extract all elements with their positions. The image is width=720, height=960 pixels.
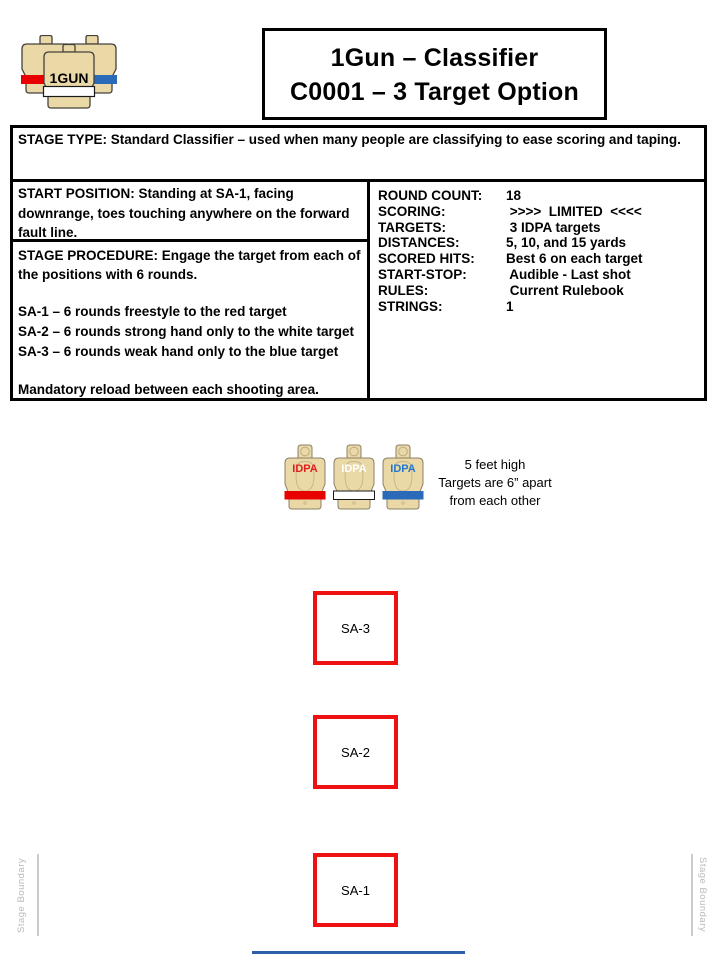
spec-value: Audible - Last shot [506,266,631,282]
stage-specs-cell [370,182,704,398]
spec-row [378,283,696,299]
note-line: 5 feet high [464,457,526,472]
idpa-white-target-icon [332,444,376,511]
idpa-blue-target-icon [381,444,425,511]
spec-label: START-STOP: [378,266,467,282]
spec-row [378,188,696,204]
targets-diagram [283,444,425,511]
bottom-blue-line [252,951,465,954]
spec-label: STRINGS: [378,298,443,314]
1gun-logo-icon [20,35,118,111]
shooting-area-box-sa3 [313,591,398,665]
spec-label: TARGETS: [378,219,446,235]
procedure-line: SA-3 – 6 rounds weak hand only to the blue target [18,344,339,359]
spec-row [378,299,696,315]
shooting-area-box-sa1 [313,853,398,927]
logo-white-band [44,87,95,97]
procedure-intro: STAGE PROCEDURE: Engage the target from each of the positions with 6 rounds. [18,248,361,282]
spec-row [378,220,696,236]
spec-value: Current Rulebook [506,282,624,298]
spec-row [378,204,696,220]
procedure-line: SA-2 – 6 rounds strong hand only to the white target [18,324,355,339]
spec-value: >>>> LIMITED <<<< [506,203,642,219]
title-line-1: 1Gun – Classifier [330,44,539,72]
stage-type-cell: STAGE TYPE: Standard Classifier – used when many people are classifying to ease scoring and taping. [13,128,704,182]
logo-text: 1GUN [49,70,89,86]
title-box [262,28,607,120]
title-line-2: C0001 – 3 Target Option [290,78,579,106]
spec-label: RULES: [378,282,429,298]
sa-label: SA-3 [341,620,370,636]
idpa-label: IDPA [292,463,318,475]
stage-briefing-table [10,125,707,401]
spec-value: 3 IDPA targets [506,219,601,235]
spec-row [378,251,696,267]
idpa-label: IDPA [341,463,367,475]
idpa-label: IDPA [390,463,416,475]
procedure-note: Mandatory reload between each shooting area. [18,382,319,397]
spec-label: ROUND COUNT: [378,188,483,203]
procedure-line: SA-1 – 6 rounds freestyle to the red target [18,304,287,319]
sa-label: SA-2 [341,744,370,760]
spec-label: SCORING: [378,203,446,219]
spec-label: SCORED HITS: [378,251,475,267]
spec-value: 1 [506,298,514,314]
spec-label: DISTANCES: [378,235,460,251]
shooting-area-box-sa2 [313,715,398,789]
stage-procedure-cell [13,242,367,403]
spec-value: 18 [506,188,522,203]
sa-label: SA-1 [341,882,370,898]
stage-boundary-line-right [691,854,693,936]
idpa-red-target-icon [283,444,327,511]
spec-row [378,235,696,251]
stage-boundary-line-left [37,854,39,936]
start-position-cell: START POSITION: Standing at SA-1, facing downrange, toes touching anywhere on the forward fault line. [13,182,367,242]
note-line: from each other [449,493,541,508]
spec-value: 5, 10, and 15 yards [506,235,627,251]
spec-value: Best 6 on each target [506,251,643,267]
stage-boundary-label-left: Stage Boundary [16,857,27,933]
stage-boundary-label-right: Stage Boundary [697,857,708,933]
spec-row [378,267,696,283]
target-placement-note [425,456,565,510]
note-line: Targets are 6” apart [438,475,552,490]
